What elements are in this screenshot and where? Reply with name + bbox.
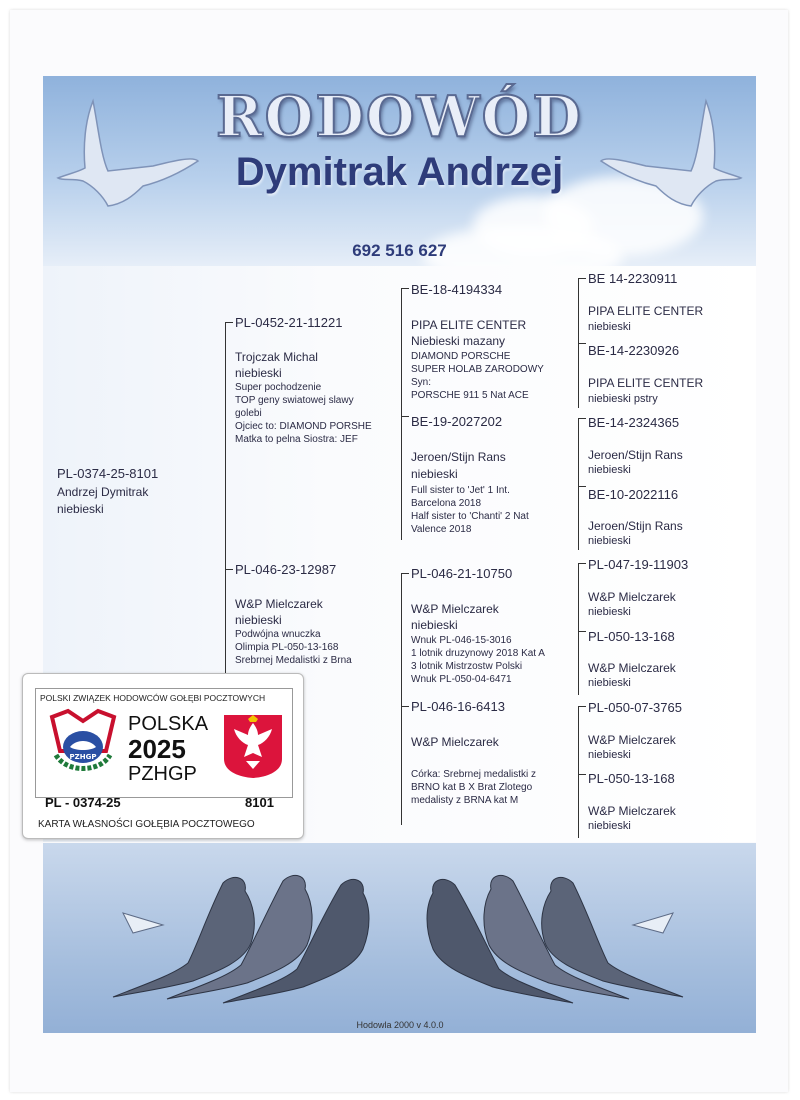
great-grandparent-color: niebieski <box>588 820 631 832</box>
card-country: POLSKA <box>128 713 209 735</box>
great-grandparent-ring: BE 14-2230911 <box>588 271 678 286</box>
great-grandparent-color: niebieski <box>588 321 631 333</box>
pigeon-banner <box>43 843 756 1033</box>
card-footer: KARTA WŁASNOŚCI GOŁĘBIA POCZTOWEGO <box>38 819 255 830</box>
connector-line <box>578 706 586 707</box>
grandparent-breeder: W&P Mielczarek <box>411 735 499 749</box>
parent-note: Super pochodzenie <box>235 382 322 393</box>
connector-line <box>578 706 579 838</box>
great-grandparent-breeder: Jeroen/Stijn Rans <box>588 519 683 533</box>
grandparent-note: medalisty z BRNA kat M <box>411 795 519 806</box>
parent-breeder: W&P Mielczarek <box>235 597 323 611</box>
parent-ring: PL-046-23-12987 <box>235 562 337 577</box>
grandparent-note: Córka: Srebrnej medalistki z <box>411 769 537 780</box>
connector-line <box>578 563 579 695</box>
parent-breeder: Trojczak Michal <box>235 350 318 364</box>
great-grandparent-ring: BE-10-2022116 <box>588 487 679 502</box>
parent-note: TOP geny swiatowej slawy <box>235 395 354 406</box>
ownership-card <box>22 673 304 839</box>
parent-color: niebieski <box>235 366 282 380</box>
parent-note: Olimpia PL-050-13-168 <box>235 642 339 653</box>
header-banner <box>43 76 756 266</box>
connector-line <box>578 418 586 419</box>
great-grandparent-ring: BE-14-2230926 <box>588 343 680 358</box>
grandparent-note: Half sister to 'Chanti' 2 Nat <box>411 511 529 522</box>
great-grandparent-color: niebieski <box>588 749 631 761</box>
connector-line <box>401 416 409 417</box>
grandparent-ring: PL-046-16-6413 <box>411 699 505 714</box>
great-grandparent-color: niebieski <box>588 677 631 689</box>
grandparent-note: Barcelona 2018 <box>411 498 482 509</box>
great-grandparent-color: niebieski <box>588 606 631 618</box>
great-grandparent-color: niebieski pstry <box>588 393 658 405</box>
connector-line <box>225 569 233 570</box>
subject-color: niebieski <box>57 502 104 516</box>
parent-color: niebieski <box>235 613 282 627</box>
grandparent-color: niebieski <box>411 467 458 481</box>
great-grandparent-color: niebieski <box>588 535 631 547</box>
great-grandparent-breeder: W&P Mielczarek <box>588 804 676 818</box>
parent-note: Ojciec to: DIAMOND PORSHE <box>235 421 372 432</box>
card-org: POLSKI ZWIĄZEK HODOWCÓW GOŁĘBI POCZTOWYCH <box>40 693 266 703</box>
grandparent-ring: BE-19-2027202 <box>411 414 503 429</box>
parent-note: Srebrnej Medalistki z Brna <box>235 655 352 666</box>
card-ring-prefix: PL - 0374-25 <box>45 795 121 810</box>
connector-line <box>401 706 409 707</box>
software-footer: Hodowla 2000 v 4.0.0 <box>356 1020 444 1030</box>
parent-note: Matka to pelna Siostra: JEF <box>235 434 358 445</box>
pigeon-group-left-icon <box>83 863 383 1023</box>
grandparent-breeder: W&P Mielczarek <box>411 602 499 616</box>
grandparent-note: BRNO kat B X Brat Zlotego <box>411 782 533 793</box>
great-grandparent-ring: PL-047-19-11903 <box>588 557 689 572</box>
connector-line <box>578 343 586 344</box>
pigeon-group-right-icon <box>413 863 713 1023</box>
page-title: RODOWÓD <box>216 84 583 150</box>
great-grandparent-color: niebieski <box>588 464 631 476</box>
subject-ring: PL-0374-25-8101 <box>57 466 159 481</box>
card-frame <box>35 688 293 798</box>
great-grandparent-breeder: PIPA ELITE CENTER <box>588 304 704 318</box>
parent-ring: PL-0452-21-11221 <box>235 315 343 330</box>
great-grandparent-breeder: Jeroen/Stijn Rans <box>588 448 683 462</box>
connector-line <box>401 288 409 289</box>
grandparent-note: DIAMOND PORSCHE <box>411 351 511 362</box>
owner-phone: 692 516 627 <box>352 241 447 260</box>
connector-line <box>401 573 409 574</box>
polish-eagle-icon <box>222 713 284 779</box>
grandparent-note: PORSCHE 911 5 Nat ACE <box>411 390 529 401</box>
great-grandparent-breeder: W&P Mielczarek <box>588 590 676 604</box>
pzhgp-logo-text: PZHGP <box>69 753 97 761</box>
subject-name: Andrzej Dymitrak <box>57 485 149 499</box>
connector-line <box>401 288 402 540</box>
grandparent-color: Niebieski mazany <box>411 334 506 348</box>
grandparent-note: Wnuk PL-046-15-3016 <box>411 635 512 646</box>
grandparent-note: Syn: <box>411 377 432 388</box>
parent-note: Podwójna wnuczka <box>235 629 321 640</box>
grandparent-note: Full sister to 'Jet' 1 Int. <box>411 485 510 496</box>
card-year: 2025 <box>128 734 186 764</box>
grandparent-note: Valence 2018 <box>411 524 472 535</box>
owner-name: Dymitrak Andrzej <box>235 150 564 194</box>
great-grandparent-ring: PL-050-13-168 <box>588 771 675 786</box>
card-abbr: PZHGP <box>128 763 197 785</box>
pzhgp-logo-icon <box>46 707 120 779</box>
grandparent-note: 3 lotnik Mistrzostw Polski <box>411 661 523 672</box>
connector-line <box>401 573 402 825</box>
great-grandparent-breeder: W&P Mielczarek <box>588 733 676 747</box>
grandparent-note: SUPER HOLAB ZARODOWY <box>411 364 544 375</box>
grandparent-ring: BE-18-4194334 <box>411 282 503 297</box>
connector-line <box>578 486 586 487</box>
grandparent-note: Wnuk PL-050-04-6471 <box>411 674 512 685</box>
great-grandparent-breeder: PIPA ELITE CENTER <box>588 376 704 390</box>
connector-line <box>578 418 579 550</box>
grandparent-ring: PL-046-21-10750 <box>411 566 513 581</box>
grandparent-breeder: Jeroen/Stijn Rans <box>411 450 506 464</box>
great-grandparent-ring: BE-14-2324365 <box>588 415 680 430</box>
connector-line <box>578 774 586 775</box>
great-grandparent-ring: PL-050-07-3765 <box>588 700 682 715</box>
grandparent-note: 1 lotnik druzynowy 2018 Kat A <box>411 648 545 659</box>
connector-line <box>578 631 586 632</box>
connector-line <box>578 278 586 279</box>
grandparent-breeder: PIPA ELITE CENTER <box>411 318 527 332</box>
grandparent-color: niebieski <box>411 618 458 632</box>
great-grandparent-breeder: W&P Mielczarek <box>588 661 676 675</box>
great-grandparent-ring: PL-050-13-168 <box>588 629 675 644</box>
connector-line <box>225 322 233 323</box>
connector-line <box>578 563 586 564</box>
card-ring-number: 8101 <box>245 795 274 810</box>
parent-note: golebi <box>235 408 262 419</box>
